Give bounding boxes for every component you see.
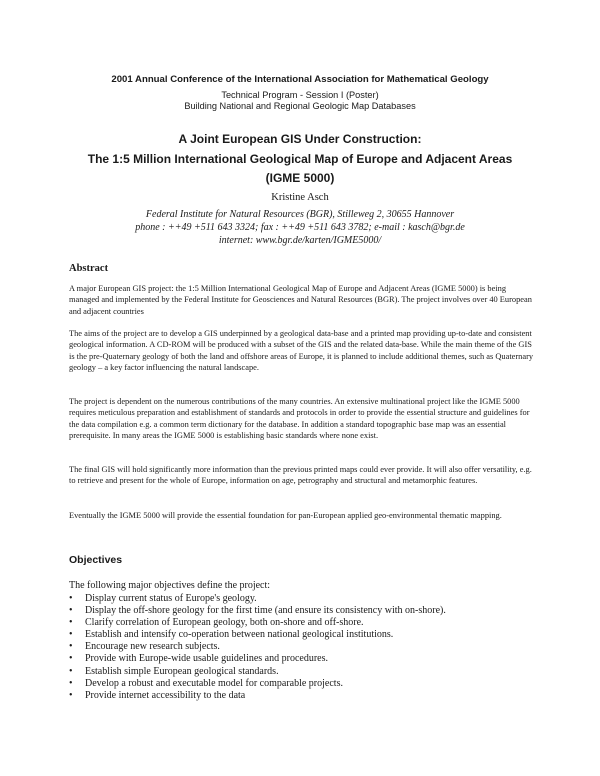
list-item <box>69 690 549 702</box>
bullet-icon: • <box>69 665 73 677</box>
list-item-text: Provide with Europe-wide usable guidelines and procedures. <box>85 653 328 665</box>
bullet-icon: • <box>69 605 73 617</box>
list-item-text: Clarify correlation of European geology, both on-shore and off-shore. <box>85 617 364 629</box>
abstract-heading: Abstract <box>69 263 109 274</box>
list-item <box>69 678 549 690</box>
bullet-icon: • <box>69 629 73 641</box>
author-name: Kristine Asch <box>271 192 329 203</box>
list-item <box>69 666 549 678</box>
objectives-list <box>69 593 549 702</box>
list-item <box>69 629 549 641</box>
session-topic: Building National and Regional Geologic Map Databases <box>184 101 416 111</box>
abstract-paragraph: The aims of the project are to develop a GIS underpinned by a geological data-base and a printed map providing up-to-date and consistent geological information. A CD-ROM will be produced with a subset of the GIS and the related data-base. While the main theme of the GIS is the pre-Quaternary geology of both the land and offshore areas of Europe, it is planned to include additional themes, such as Quaternary geology – a key factor influencing the natural landscape. <box>69 329 534 373</box>
bullet-icon: • <box>69 653 73 665</box>
affiliation-internet: internet: www.bgr.de/karten/IGME5000/ <box>218 235 382 246</box>
abstract-paragraph: Eventually the IGME 5000 will provide the essential foundation for pan-European applied geo-environmental thematic mapping. <box>69 511 502 520</box>
list-item <box>69 605 549 617</box>
list-item-text: Provide internet accessibility to the data <box>85 689 246 701</box>
objectives-heading: Objectives <box>69 554 123 566</box>
objectives-intro: The following major objectives define the project: <box>69 580 271 591</box>
bullet-icon: • <box>69 641 73 653</box>
bullet-icon: • <box>69 593 73 604</box>
list-item-text: Encourage new research subjects. <box>85 641 220 653</box>
affiliation-institute: Federal Institute for Natural Resources (BGR), Stilleweg 2, 30655 Hannover <box>145 209 455 220</box>
list-item <box>69 641 549 653</box>
list-item-text: Display the off-shore geology for the first time (and ensure its consistency with on-shore). <box>85 605 446 617</box>
list-item-text: Establish simple European geological standards. <box>85 665 279 677</box>
list-item <box>69 593 549 605</box>
bullet-icon: • <box>69 617 73 629</box>
abstract-paragraph: The project is dependent on the numerous contributions of the many countries. An extensive multinational project like the IGME 5000 requires meticulous preparation and establishment of standards and protocols in order to provide the essential structure and guidelines for the data compilation e.g. a common term dictionary for the database. In addition a standard topographic base map was an essential prerequisite. In many areas the IGME 5000 is establishing basic standards where none exist. <box>69 397 530 441</box>
abstract-paragraph: A major European GIS project: the 1:5 Million International Geological Map of Europe and Adjacent Areas (IGME 5000) is being managed and implemented by the Federal Institute for Geosciences and Natural Resources (BGR). The project involves over 40 European and adjacent countries <box>69 284 532 316</box>
list-item-text: Establish and intensify co-operation between national geological institutions. <box>85 629 394 641</box>
list-item-text: Display current status of Europe's geology. <box>85 593 257 604</box>
paper-title-line-2: The 1:5 Million International Geological Map of Europe and Adjacent Areas <box>87 152 513 166</box>
abstract-paragraph: The final GIS will hold significantly more information than the previous printed maps could ever provide. It will also offer versatility, e.g. to retrieve and present for the whole of Europe, information on age, petrography and structural and metamorphic features. <box>69 465 532 486</box>
list-item <box>69 653 549 665</box>
affiliation-contact: phone : ++49 +511 643 3324; fax : ++49 +511 643 3782; e-mail : kasch@bgr.de <box>135 222 465 233</box>
program-session: Technical Program - Session I (Poster) <box>221 90 379 100</box>
paper-title-line-1: A Joint European GIS Under Construction: <box>178 132 422 146</box>
list-item-text: Develop a robust and executable model for comparable projects. <box>85 677 343 689</box>
conference-title: 2001 Annual Conference of the International Association for Mathematical Geology <box>111 74 489 85</box>
bullet-icon: • <box>69 689 73 701</box>
paper-title-line-3: (IGME 5000) <box>265 171 335 185</box>
list-item <box>69 617 549 629</box>
bullet-icon: • <box>69 677 73 689</box>
